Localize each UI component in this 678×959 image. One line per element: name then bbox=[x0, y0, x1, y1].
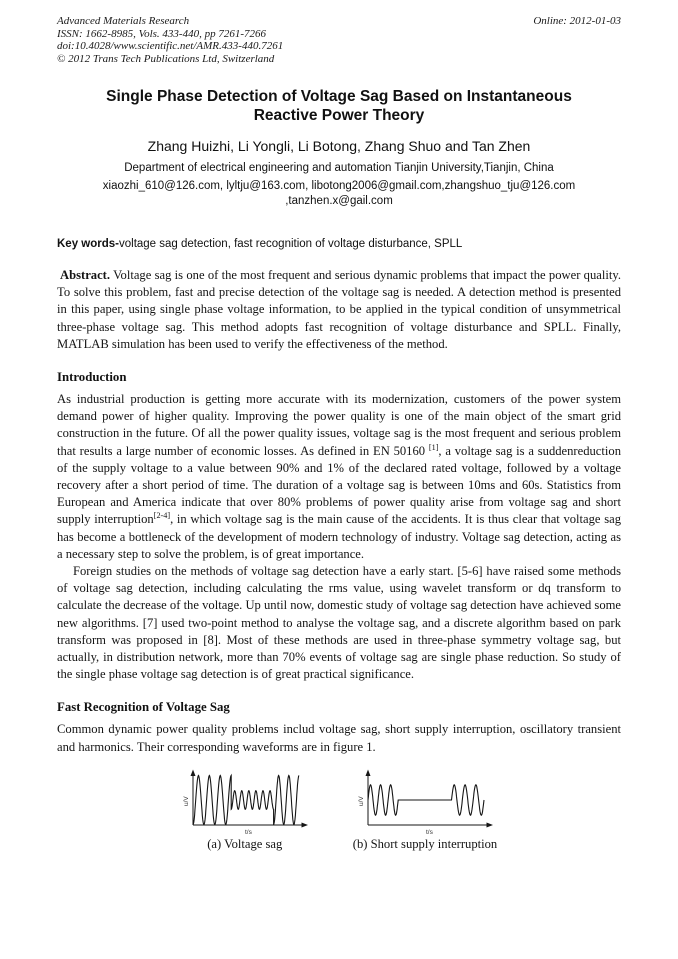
voltage-sag-waveform bbox=[181, 768, 309, 836]
x-axis-label: t/s bbox=[244, 828, 252, 836]
y-axis-label: u/V bbox=[182, 796, 190, 806]
journal-name: Advanced Materials Research bbox=[57, 15, 190, 27]
abstract-label: Abstract. bbox=[60, 268, 111, 282]
abstract bbox=[57, 267, 621, 353]
x-axis-arrow-icon bbox=[301, 822, 308, 827]
subplot-short-interruption bbox=[353, 768, 497, 852]
fast-recognition-paragraph: Common dynamic power quality problems includ voltage sag, short supply interruption, oscillatory transient and harmonics. Their corresponding waveforms are in figure 1. bbox=[57, 722, 621, 754]
copyright-line: © 2012 Trans Tech Publications Ltd, Switzerland bbox=[57, 52, 275, 65]
x-axis-label: t/s bbox=[426, 828, 433, 836]
page-header bbox=[57, 15, 621, 65]
emails-line-2: ,tanzhen.x@gail.com bbox=[285, 194, 393, 207]
authors: Zhang Huizhi, Li Yongli, Li Botong, Zhang Shuo and Tan Zhen bbox=[147, 138, 531, 154]
affiliation: Department of electrical engineering and automation Tianjin University,Tianjin, China bbox=[124, 162, 554, 174]
intro-paragraph-1: As industrial production is getting more accurate with its modernization, customers of the power system demand power of higher quality. Improving the power quality is one of the main object of the smart grid construction in the future. Of all the power quality issues, voltage sag is the most frequent and serious problem that results a large number of economic losses. As defined in EN 50160 [1], a voltage sag is a suddenreduction of the supply voltage to a value between 90% and 1% of the declared rated voltage, followed by a voltage recovery after a short period of time. The duration of a voltage sag is between 10ms and 60s. Statistics from European and America indicate that over 80% problems of power quality arise from voltage sag and short supply interruption[2-4], in which voltage sag is the main cause of the accidents. It is thus clear that voltage sag has become a bottleneck of the development of modern technology of industry. Voltage sag detection, acting as a necessary step to solve the problem, is of great importance. bbox=[57, 392, 621, 561]
keywords-label: Key words- bbox=[57, 238, 119, 250]
author-emails bbox=[57, 179, 621, 208]
y-axis-arrow-icon bbox=[366, 769, 371, 776]
doi-line: doi:10.4028/www.scientific.net/AMR.433-440.7261 bbox=[57, 40, 284, 52]
waveform-path bbox=[193, 775, 299, 824]
section-heading-introduction: Introduction bbox=[57, 370, 127, 385]
figure-1 bbox=[57, 768, 621, 852]
paper-title bbox=[57, 87, 621, 125]
caption-a: (a) Voltage sag bbox=[207, 836, 283, 851]
caption-b: (b) Short supply interruption bbox=[352, 836, 498, 851]
short-interruption-waveform bbox=[356, 768, 494, 836]
emails-line-1: xiaozhi_610@126.com, lyltju@163.com, libotong2006@gmail.com,zhangshuo_tju@126.com bbox=[102, 180, 576, 192]
paper-title-line-2: Reactive Power Theory bbox=[253, 107, 425, 124]
section-heading-fast-recognition: Fast Recognition of Voltage Sag bbox=[57, 700, 230, 715]
abstract-text: Voltage sag is one of the most frequent and serious dynamic problems that impact the power quality. To solve this problem, fast and precise detection of the voltage sag is needed. A detection method is presented in this paper, using single phase voltage information, to be applied in the typical condition of unsymmetrical three-phase voltage sag. This method adopts fast recognition of voltage disturbance and SPLL. Finally, MATLAB simulation has been used to verify the effectiveness of the method. bbox=[57, 268, 621, 351]
paper-title-line-1: Single Phase Detection of Voltage Sag Based on Instantaneous bbox=[106, 88, 572, 105]
waveform-path bbox=[368, 785, 484, 815]
y-axis-label: u/V bbox=[358, 796, 365, 806]
subplot-voltage-sag bbox=[181, 768, 309, 852]
online-date: Online: 2012-01-03 bbox=[533, 15, 621, 27]
issn-line: ISSN: 1662-8985, Vols. 433-440, pp 7261-7266 bbox=[57, 27, 266, 40]
publication-info bbox=[57, 15, 283, 65]
keywords-text: voltage sag detection, fast recognition of voltage disturbance, SPLL bbox=[119, 238, 463, 250]
intro-paragraph-2: Foreign studies on the methods of voltage sag detection have a early start. [5-6] have raised some methods of voltage sag detection, including calculating the rms value, using wavelet transform or dq transform to calculate the decrease of the voltage. Up until now, domestic study of voltage sag detection have achieved some new algorithms. [7] used two-point method to analyse the voltage sag, and a discrete algorithm based on park transform was proposed in [8]. Most of these methods are used in three-phase symmetry voltage sag, but actually, in distribution network, more than 70% events of voltage sag are single phase reduction. So study of the single phase voltage sag detection is of great practical significance. bbox=[57, 564, 621, 682]
y-axis-arrow-icon bbox=[190, 769, 195, 776]
x-axis-arrow-icon bbox=[487, 822, 494, 827]
keywords bbox=[57, 238, 621, 250]
